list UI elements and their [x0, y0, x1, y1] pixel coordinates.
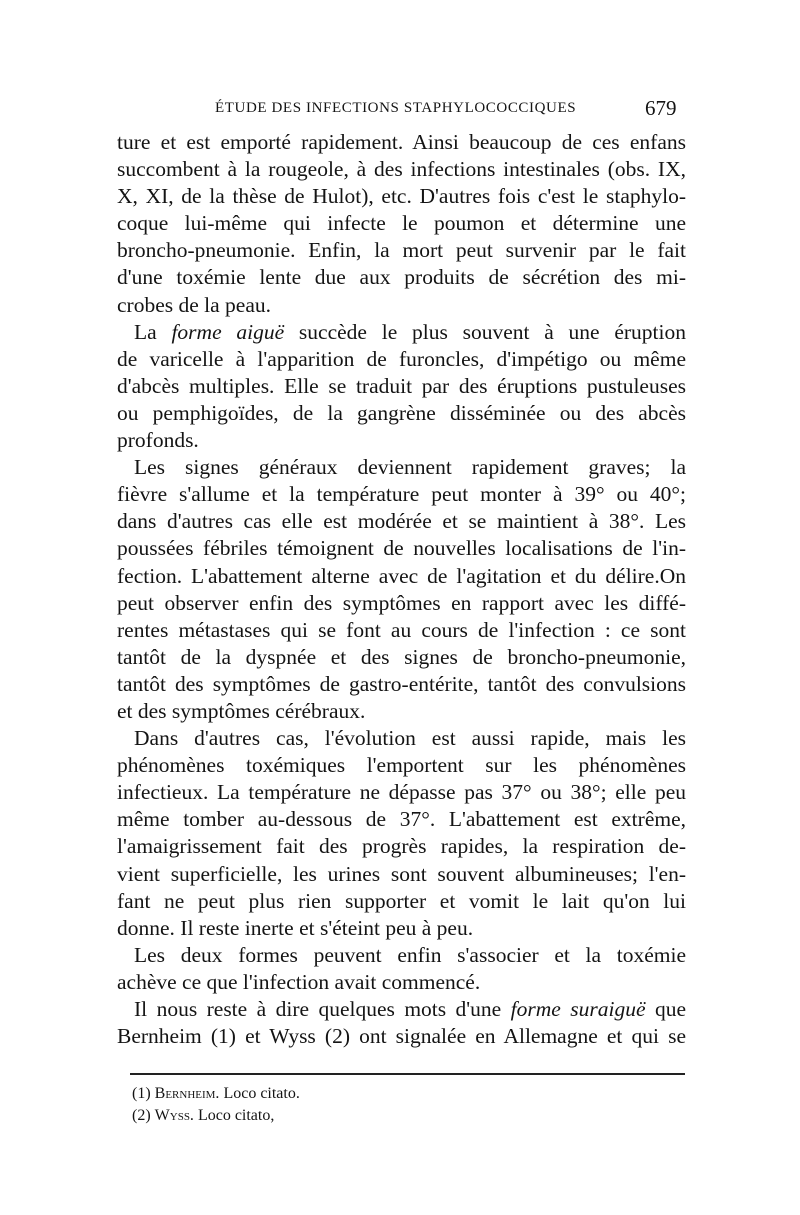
footnote	[132, 1105, 300, 1127]
text-line: rentes métastases qui se font au cours de l'infection : ce sont	[117, 617, 686, 642]
text-line: crobes de la peau.	[117, 292, 272, 317]
text-line: Il nous reste à dire quelques mots d'une forme suraiguë que	[134, 997, 686, 1021]
text-line: coque lui-même qui infecte le poumon et détermine une	[117, 211, 686, 236]
text-line: infectieux. La température ne dépasse pas 37° ou 38°; elle peu	[117, 780, 686, 805]
text-line: La forme aiguë succède le plus souvent à une éruption	[134, 319, 687, 344]
body-text	[117, 129, 686, 1050]
footnote-author: Bernheim.	[154, 1085, 220, 1102]
text-line: fection. L'abattement alterne avec de l'agitation et du délire.On	[117, 563, 686, 588]
text-line: peut observer enfin des symptômes en rapport avec les diffé-	[117, 590, 686, 615]
footnote-divider	[130, 1073, 685, 1075]
emphasis-text: forme suraiguë	[510, 997, 646, 1021]
text-line: phénomènes toxémiques l'emportent sur les phénomènes	[117, 753, 686, 778]
text-line: d'une toxémie lente due aux produits de sécrétion des mi-	[117, 265, 686, 290]
text-line: dans d'autres cas elle est modérée et se maintient à 38°. Les	[117, 509, 686, 534]
page-number: 679	[645, 96, 677, 120]
text-line: profonds.	[117, 428, 199, 453]
footnote-reference: Loco citato.	[223, 1085, 300, 1102]
text-line: fant ne peut plus rien supporter et vomit le lait qu'on lui	[117, 888, 686, 913]
footnotes	[132, 1083, 300, 1127]
text-line: même tomber au-dessous de 37°. L'abattement est extrême,	[117, 807, 686, 832]
text-line: l'amaigrissement fait des progrès rapides, la respiration de-	[117, 834, 686, 859]
text-line: tantôt des symptômes de gastro-entérite, tantôt des convulsions	[117, 671, 686, 696]
text-line: et des symptômes cérébraux.	[117, 698, 366, 723]
footnote-marker: (1)	[132, 1085, 151, 1102]
text-line: d'abcès multiples. Elle se traduit par des éruptions pustuleuses	[117, 373, 686, 398]
text-line: Les signes généraux deviennent rapidement graves; la	[134, 455, 686, 480]
text-line: achève ce que l'infection avait commencé.	[117, 969, 481, 994]
text-line: broncho-pneumonie. Enfin, la mort peut survenir par le fait	[117, 238, 686, 263]
footnote	[132, 1083, 300, 1105]
text-line: Dans d'autres cas, l'évolution est aussi rapide, mais les	[134, 726, 686, 751]
text-line: vient superficielle, les urines sont souvent albumineuses; l'en-	[117, 861, 686, 886]
text-line: fièvre s'allume et la température peut monter à 39° ou 40°;	[117, 482, 686, 507]
footnote-reference: Loco citato,	[197, 1107, 275, 1124]
text-line: donne. Il reste inerte et s'éteint peu à peu.	[117, 915, 474, 940]
text-line: de varicelle à l'apparition de furoncles, d'impétigo ou même	[117, 346, 686, 371]
text-line: Bernheim (1) et Wyss (2) ont signalée en Allemagne et qui se	[117, 1024, 686, 1049]
footnote-author: Wyss.	[154, 1107, 194, 1124]
text-line: Les deux formes peuvent enfin s'associer et la toxémie	[134, 942, 686, 967]
emphasis-text: forme aiguë	[171, 319, 285, 344]
text-line: X, XI, de la thèse de Hulot), etc. D'autres fois c'est le staphylo-	[117, 184, 686, 209]
footnote-marker: (2)	[132, 1107, 151, 1124]
text-line: ou pemphigoïdes, de la gangrène disséminée ou des abcès	[117, 400, 686, 425]
page-header	[0, 96, 800, 126]
text-line: tantôt de la dyspnée et des signes de broncho-pneumonie,	[117, 644, 686, 669]
text-line: succombent à la rougeole, à des infections intestinales (obs. IX,	[117, 157, 686, 182]
running-title: ÉTUDE DES INFECTIONS STAPHYLOCOCCIQUES	[215, 100, 577, 116]
text-line: poussées fébriles témoignent de nouvelles localisations de l'in-	[117, 536, 686, 561]
text-line: ture et est emporté rapidement. Ainsi beaucoup de ces enfans	[117, 130, 686, 154]
